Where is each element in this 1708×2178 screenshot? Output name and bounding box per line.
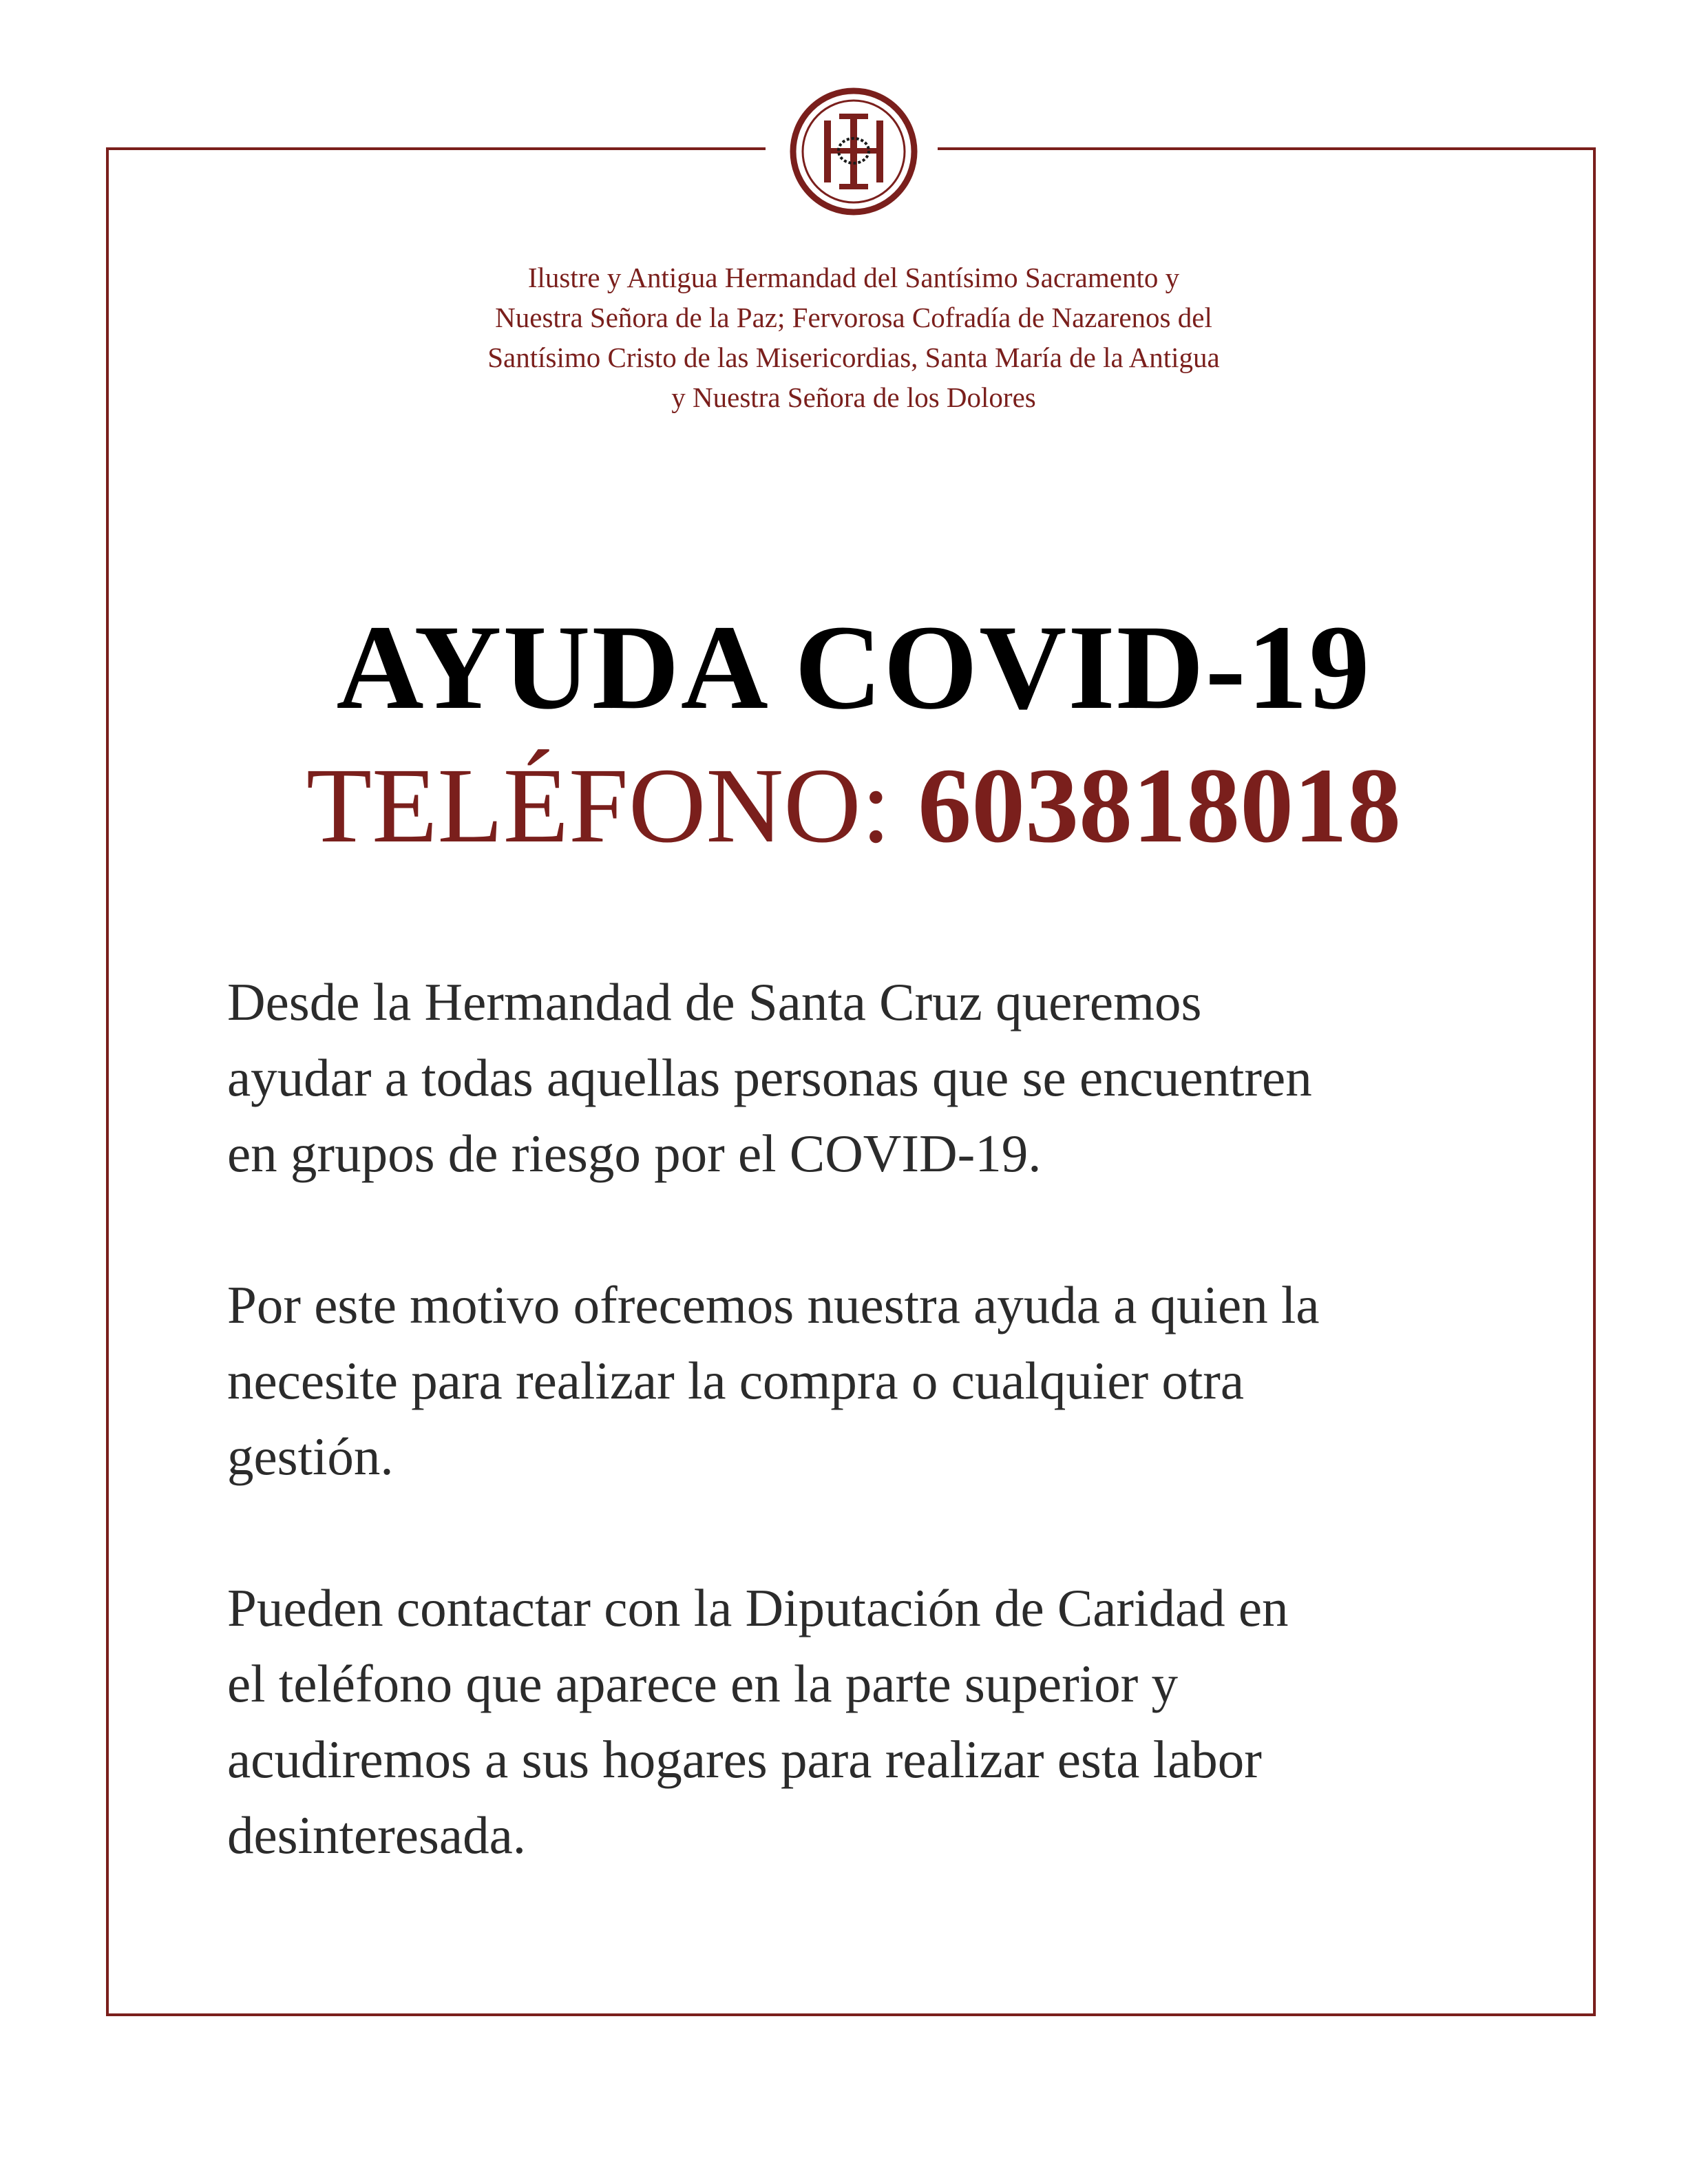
brotherhood-emblem-icon (788, 86, 919, 217)
paragraph-offer (227, 1267, 1521, 1494)
paragraph-line: desinteresada. (227, 1805, 526, 1865)
paragraph-line: necesite para realizar la compra o cualquier otra (227, 1351, 1245, 1410)
paragraph-line: gestión. (227, 1427, 394, 1486)
brotherhood-name (207, 258, 1501, 417)
phone-label: TELÉFONO: (306, 746, 918, 865)
paragraph-line: Por este motivo ofrecemos nuestra ayuda a quien la (227, 1275, 1320, 1334)
brotherhood-name-line: Santísimo Cristo de las Misericordias, Santa María de la Antigua (487, 342, 1220, 373)
body-text (227, 964, 1521, 1949)
brotherhood-name-line: y Nuestra Señora de los Dolores (671, 381, 1036, 413)
paragraph-line: el teléfono que aparece en la parte superior y (227, 1654, 1178, 1713)
paragraph-intro (227, 964, 1521, 1191)
phone-number: 603818018 (918, 746, 1402, 865)
paragraph-line: Pueden contactar con la Diputación de Caridad en (227, 1578, 1289, 1637)
brotherhood-name-line: Ilustre y Antigua Hermandad del Santísimo Sacramento y (527, 262, 1180, 293)
brotherhood-name-line: Nuestra Señora de la Paz; Fervorosa Cofradía de Nazarenos del (495, 302, 1212, 333)
paragraph-line: ayudar a todas aquellas personas que se encuentren (227, 1048, 1312, 1107)
phone-line (138, 744, 1570, 868)
paragraph-line: acudiremos a sus hogares para realizar esta labor (227, 1730, 1262, 1789)
paragraph-line: en grupos de riesgo por el COVID-19. (227, 1124, 1042, 1183)
paragraph-contact (227, 1570, 1521, 1873)
main-title: AYUDA COVID-19 (336, 600, 1371, 735)
paragraph-line: Desde la Hermandad de Santa Cruz queremos (227, 972, 1202, 1032)
